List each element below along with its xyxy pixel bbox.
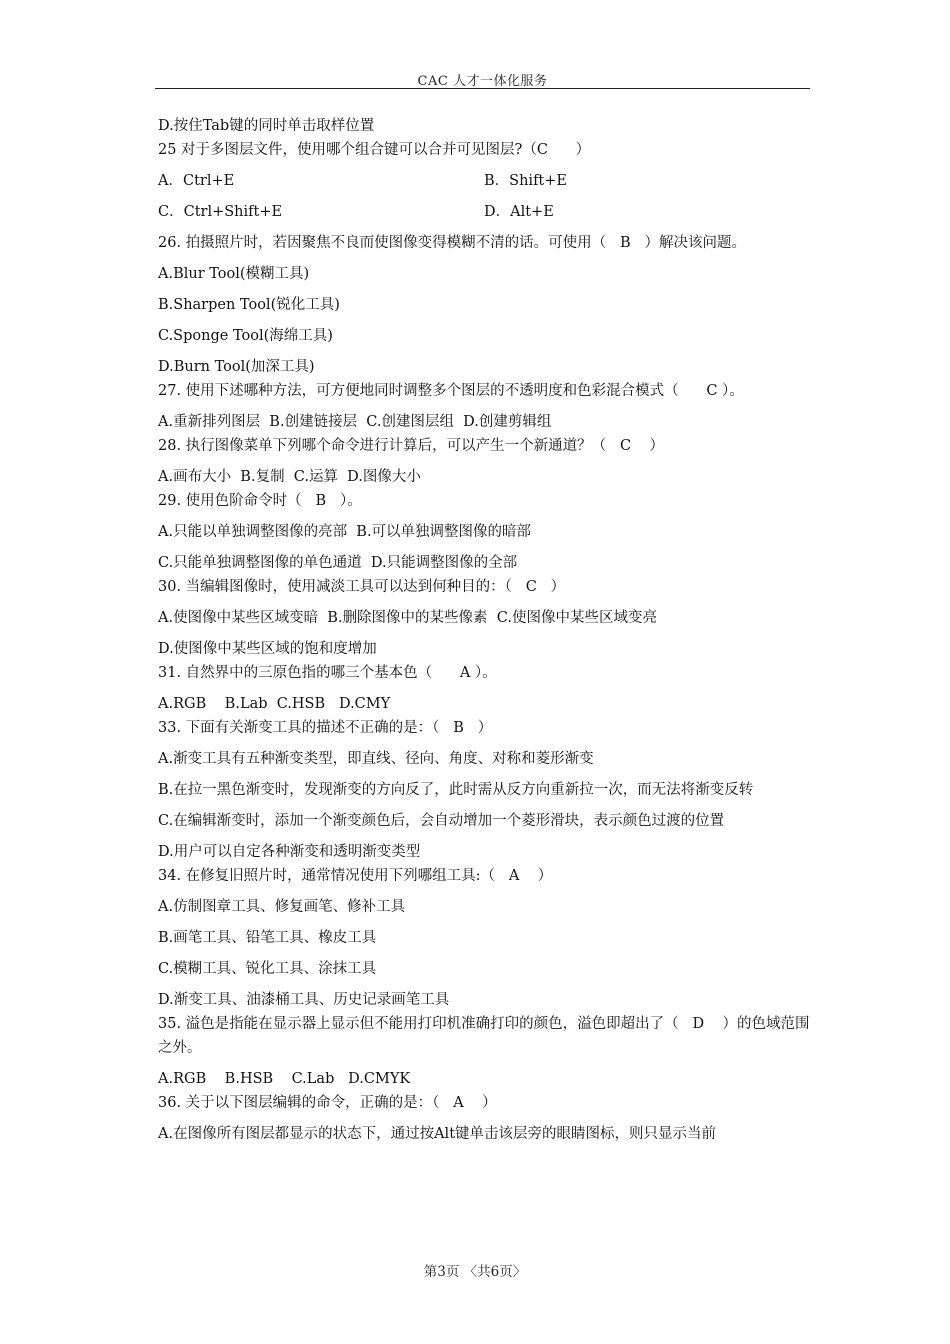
question-31: 31. 自然界中的三原色指的哪三个基本色（ A ）。 <box>158 665 497 681</box>
question-27: 27. 使用下述哪种方法，可方便地同时调整多个图层的不透明度和色彩混合模式（ C ）。 <box>158 383 744 399</box>
option-d: D.用户可以自定各种渐变和透明渐变类型 <box>158 844 421 860</box>
option-b: B.Sharpen Tool(锐化工具) <box>158 297 340 313</box>
question-30: 30. 当编辑图像时，使用减淡工具可以达到何种目的：（ C ） <box>158 579 566 595</box>
options-row <box>158 200 810 224</box>
options-row: C.只能单独调整图像的单色通道 D.只能调整图像的全部 <box>158 555 518 571</box>
question-33: 33. 下面有关渐变工具的描述不正确的是：（ B ） <box>158 720 493 736</box>
options-row: A.使图像中某些区域变暗 B.删除图像中的某些像素 C.使图像中某些区域变亮 <box>158 610 657 626</box>
question-29: 29. 使用色阶命令时（ B ）。 <box>158 493 362 509</box>
option-d: D．Alt+E <box>484 204 554 220</box>
option-a: A.渐变工具有五种渐变类型，即直线、径向、角度、对称和菱形渐变 <box>158 751 594 767</box>
option-a: A.仿制图章工具、修复画笔、修补工具 <box>158 899 406 915</box>
question-34: 34. 在修复旧照片时，通常情况使用下列哪组工具:（ A ） <box>158 868 553 884</box>
option-b: B．Shift+E <box>484 173 567 189</box>
page-header: CAC 人才一体化服务 <box>417 74 548 89</box>
option-c: C.模糊工具、锐化工具、涂抹工具 <box>158 961 377 977</box>
options-row: A.只能以单独调整图像的亮部 B.可以单独调整图像的暗部 <box>158 524 532 540</box>
question-25: 25 对于多图层文件，使用哪个组合键可以合并可见图层?（C ） <box>158 142 591 158</box>
text-line: D.按住Tab键的同时单击取样位置 <box>158 118 375 134</box>
question-35: 35. 溢色是指能在显示器上显示但不能用打印机准确打印的颜色，溢色即超出了（ D ）的色域范围之外。 <box>158 1016 810 1056</box>
question-26: 26. 拍摄照片时，若因聚焦不良而使图像变得模糊不清的话。可使用（ B ）解决该问题。 <box>158 235 746 251</box>
options-row: A.重新排列图层 B.创建链接层 C.创建图层组 D.创建剪辑组 <box>158 414 552 430</box>
option-a: A.在图像所有图层都显示的状态下，通过按Alt键单击该层旁的眼睛图标，则只显示当前 <box>158 1126 717 1142</box>
options-row <box>158 169 810 193</box>
header-rule <box>155 88 810 89</box>
option-d: D.使图像中某些区域的饱和度增加 <box>158 641 377 657</box>
option-c: C.Sponge Tool(海绵工具) <box>158 328 333 344</box>
options-row: A.RGB B.HSB C.Lab D.CMYK <box>158 1071 411 1087</box>
option-d: D.渐变工具、油漆桶工具、历史记录画笔工具 <box>158 992 450 1008</box>
option-c: C．Ctrl+Shift+E <box>158 204 283 220</box>
option-b: B.画笔工具、铅笔工具、橡皮工具 <box>158 930 377 946</box>
options-row: A.画布大小 B.复制 C.运算 D.图像大小 <box>158 469 421 485</box>
question-36: 36. 关于以下图层编辑的命令，正确的是：（ A ） <box>158 1095 497 1111</box>
page-content <box>158 114 810 1146</box>
page-footer: 第3页 〈共6页〉 <box>423 1264 527 1280</box>
option-d: D.Burn Tool(加深工具) <box>158 359 315 375</box>
option-b: B.在拉一黑色渐变时，发现渐变的方向反了，此时需从反方向重新拉一次，而无法将渐变反转 <box>158 782 754 798</box>
question-28: 28. 执行图像菜单下列哪个命令进行计算后，可以产生一个新通道？（ C ） <box>158 438 665 454</box>
option-a: A．Ctrl+E <box>158 173 235 189</box>
options-row: A.RGB B.Lab C.HSB D.CMY <box>158 696 391 712</box>
option-a: A.Blur Tool(模糊工具) <box>158 266 310 282</box>
option-c: C.在编辑渐变时，添加一个渐变颜色后，会自动增加一个菱形滑块，表示颜色过渡的位置 <box>158 813 725 829</box>
